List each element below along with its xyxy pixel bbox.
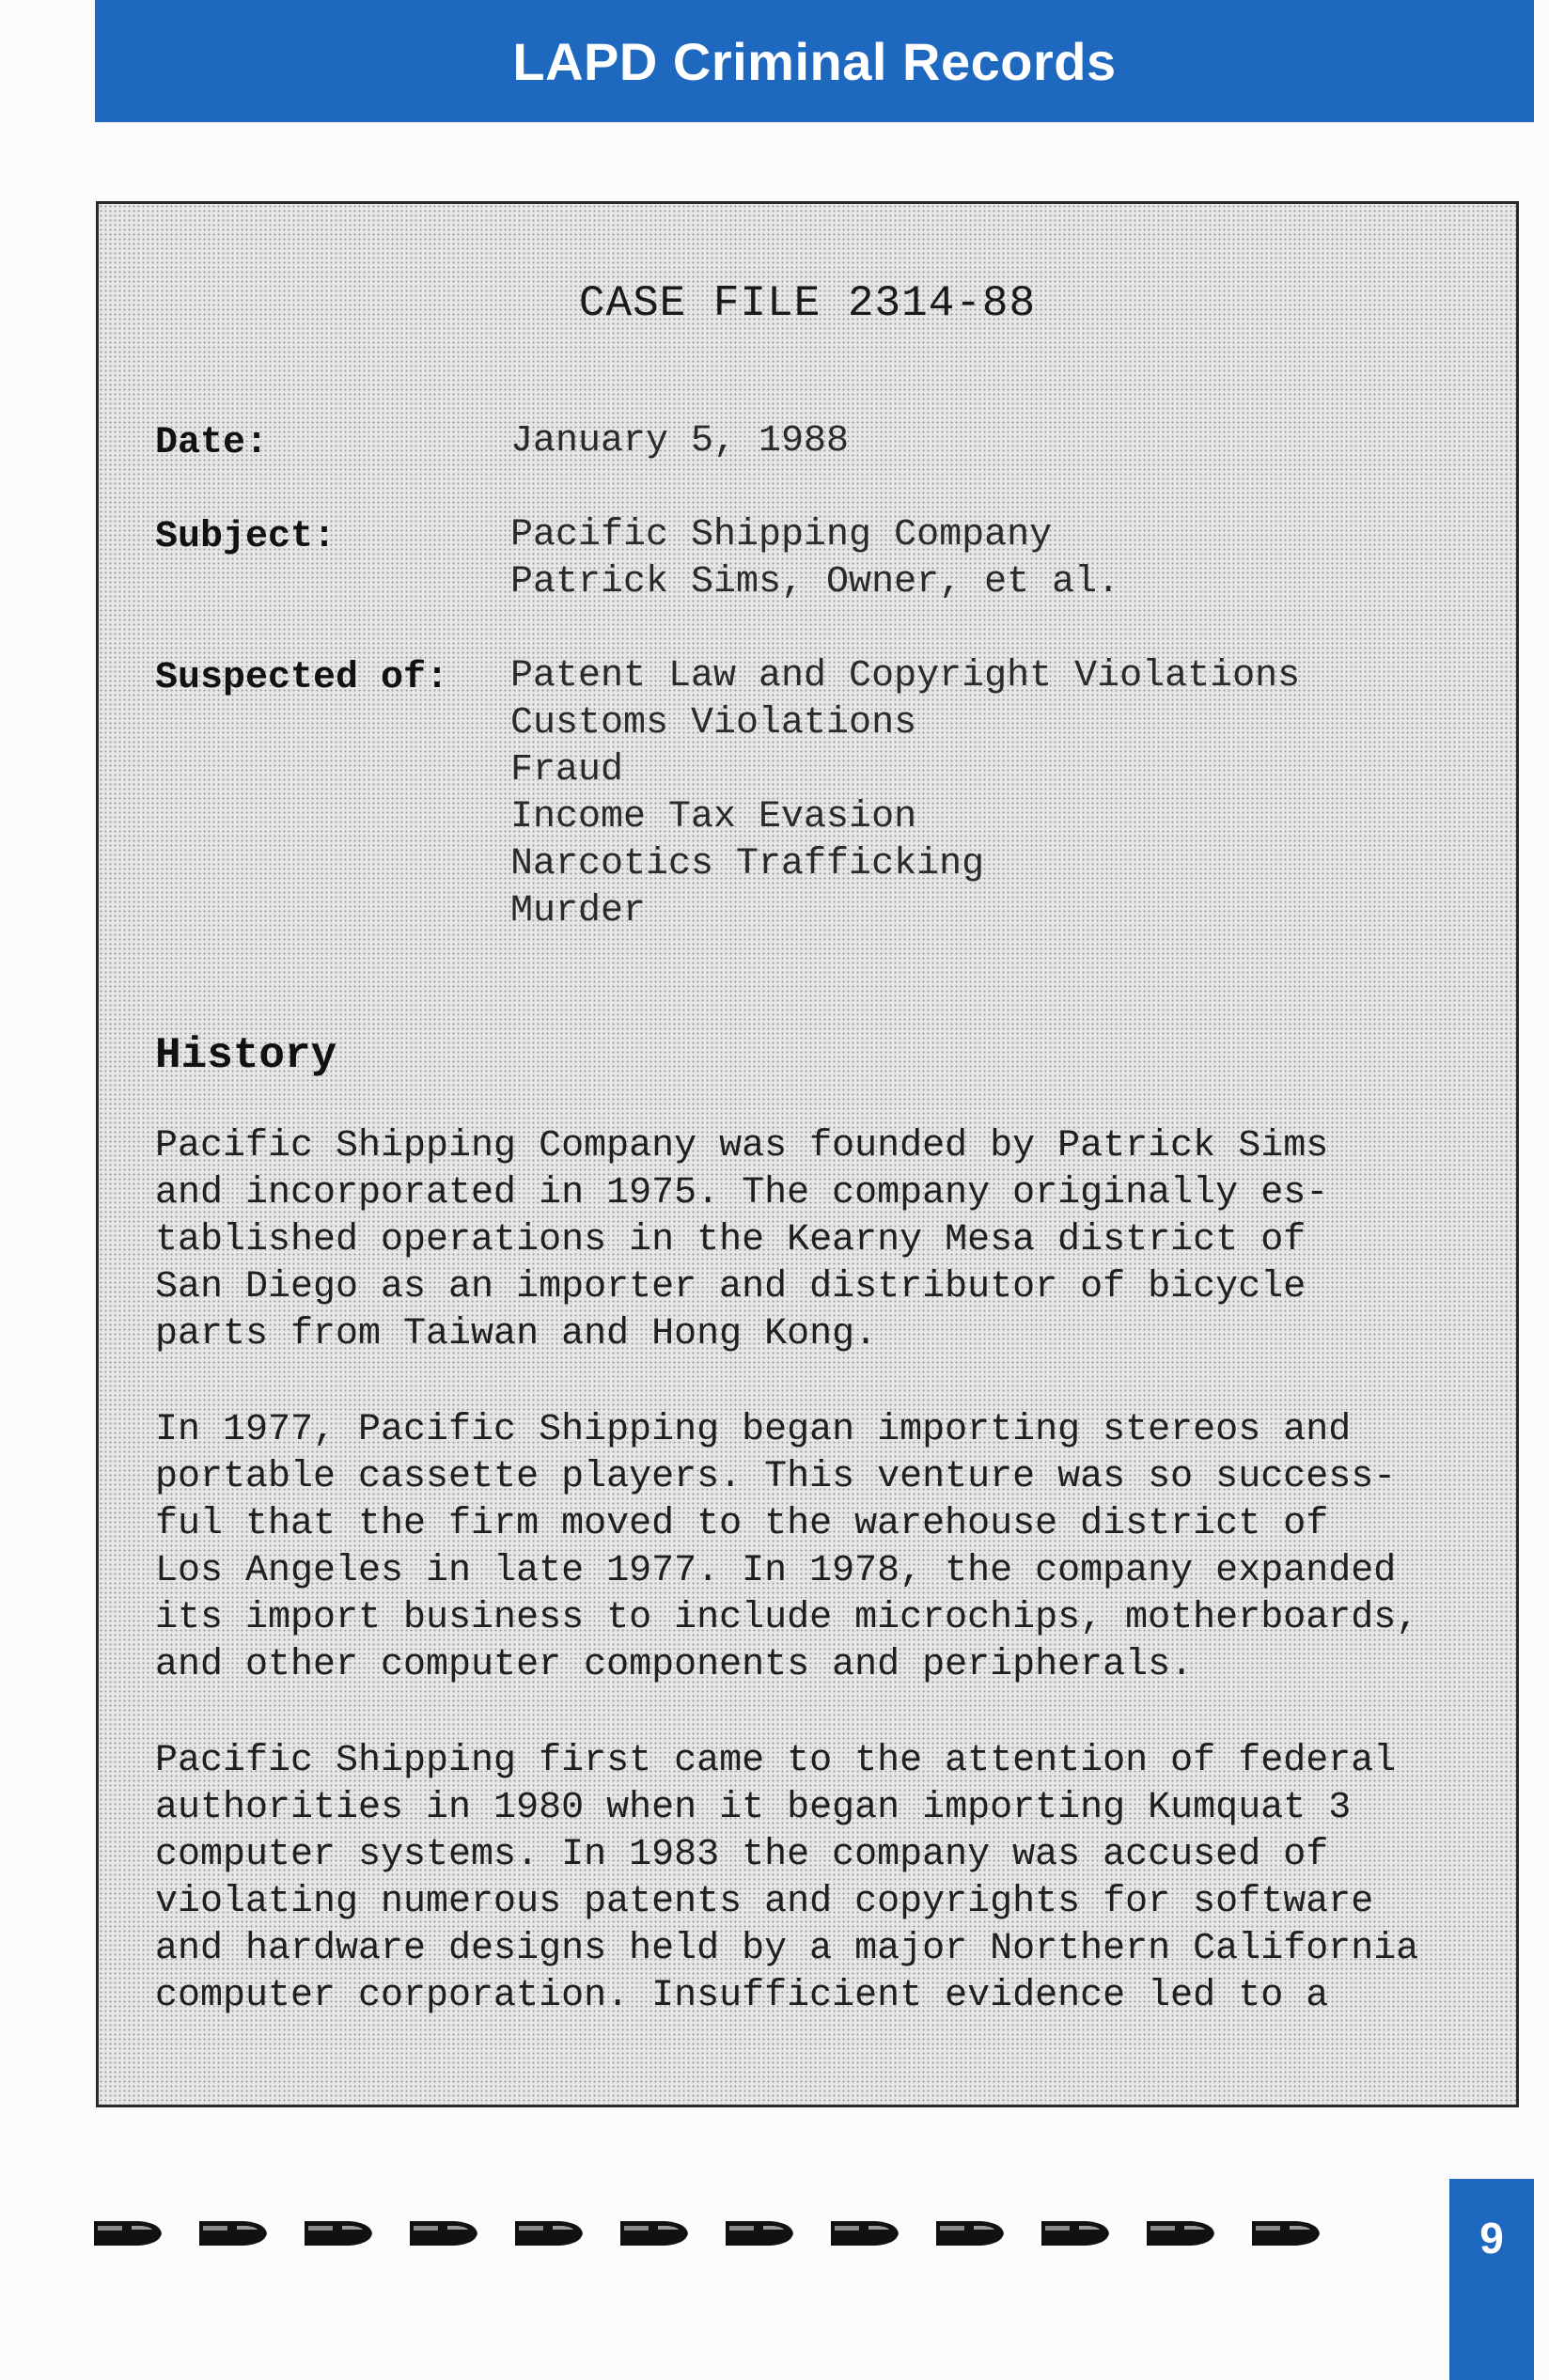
history-paragraph [155,1738,1418,2020]
paragraph-line: its import business to include microchips, motherboards, [155,1597,1419,1639]
bullet-icon [831,2218,899,2248]
subject-line: Patrick Sims, Owner, et al. [510,561,1120,603]
date-text: January 5, 1988 [510,420,850,462]
bullet-icon [726,2218,793,2248]
suspected-item: Patent Law and Copyright Violations [510,655,1301,697]
bullet-icon [1041,2218,1109,2248]
header-bar [95,0,1534,122]
case-file-title: CASE FILE 2314-88 [578,279,1037,328]
paragraph-line: portable cassette players. This venture was so success- [155,1456,1397,1498]
bullet-icon [515,2218,583,2248]
paragraph-line: San Diego as an importer and distributor of bicycle [155,1266,1306,1308]
paragraph-line: and incorporated in 1975. The company originally es- [155,1172,1329,1214]
suspected-item: Murder [510,890,647,932]
bullet-icon [1252,2218,1320,2248]
paragraph-line: computer systems. In 1983 the company was accused of [155,1834,1329,1876]
subject-value [510,512,1119,606]
suspected-list [510,653,1300,935]
suspected-item: Income Tax Evasion [510,796,917,838]
case-file-box [96,201,1519,2107]
bullet-icon [410,2218,477,2248]
paragraph-line: parts from Taiwan and Hong Kong. [155,1313,878,1355]
paragraph-line: In 1977, Pacific Shipping began importing stereos and [155,1409,1352,1451]
suspected-item: Fraud [510,749,624,791]
date-label: Date: [155,422,269,464]
suspected-label: Suspected of: [155,657,449,699]
bullet-icon [305,2218,372,2248]
bullet-icon [199,2218,267,2248]
subject-line: Pacific Shipping Company [510,514,1053,556]
history-paragraph [155,1407,1418,1689]
page-number: 9 [1479,2214,1504,2263]
paragraph-line: tablished operations in the Kearny Mesa district of [155,1219,1306,1261]
paragraph-line: and other computer components and peripherals. [155,1644,1194,1686]
bullet-icon [94,2218,162,2248]
history-paragraph [155,1123,1328,1358]
page-number-tab [1449,2179,1534,2380]
paragraph-line: ful that the firm moved to the warehouse district of [155,1503,1329,1545]
bullet-icon [620,2218,688,2248]
paragraph-line: violating numerous patents and copyrights for software [155,1881,1374,1923]
bullet-icon [1147,2218,1214,2248]
date-value [510,418,849,465]
paragraph-line: and hardware designs held by a major Northern California [155,1928,1419,1970]
history-heading: History [155,1031,337,1080]
paragraph-line: Los Angeles in late 1977. In 1978, the company expanded [155,1550,1397,1592]
paragraph-line: authorities in 1980 when it began importing Kumquat 3 [155,1787,1352,1829]
header-title: LAPD Criminal Records [512,31,1117,91]
bullet-icon [936,2218,1004,2248]
bullet-decoration-row [94,2215,1320,2252]
paragraph-line: computer corporation. Insufficient evidence led to a [155,1975,1329,2017]
suspected-item: Narcotics Trafficking [510,843,985,885]
suspected-item: Customs Violations [510,702,917,744]
subject-label: Subject: [155,516,336,558]
paragraph-line: Pacific Shipping Company was founded by Patrick Sims [155,1125,1329,1167]
paragraph-line: Pacific Shipping first came to the attention of federal [155,1740,1397,1782]
